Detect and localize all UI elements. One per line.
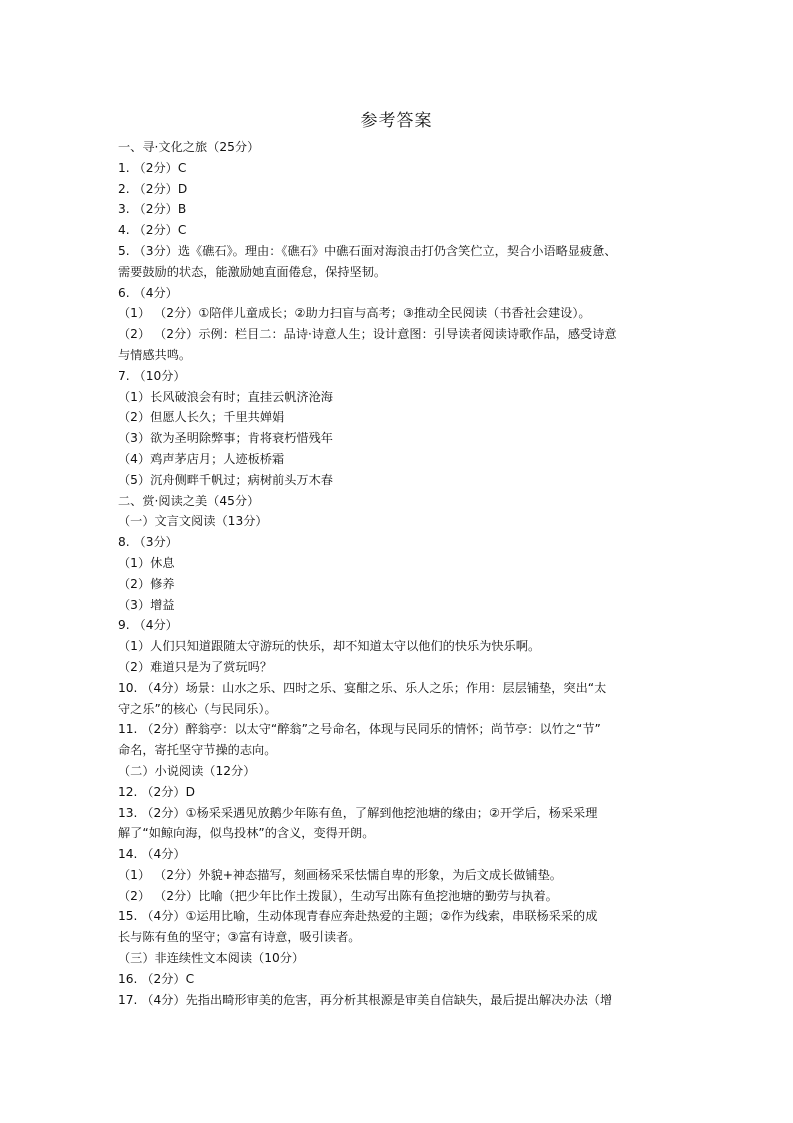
answer-line: 与情感共鸣。 [118, 347, 192, 362]
answer-line: 解了“如鲸向海，似鸟投林”的含义，变得开朗。 [118, 826, 375, 841]
answer-line: 3. （2分）B [118, 202, 187, 217]
answer-line: 5. （3分）选《礁石》。理由：《礁石》中礁石面对海浪击打仍含笑伫立，契合小语略显疲惫、 [118, 243, 617, 258]
answer-line: （二）小说阅读（12分） [118, 763, 256, 778]
answer-line: （2）但愿人长久；千里共婵娟 [118, 410, 285, 425]
answer-line: （1）长风破浪会有时；直挂云帆济沧海 [118, 389, 333, 404]
answer-line: （2） （2分）比喻（把少年比作土拨鼠），生动写出陈有鱼挖池塘的勤劳与执着。 [118, 888, 558, 903]
answer-line: 9. （4分） [118, 618, 178, 633]
answer-line: （1） （2分）①陪伴儿童成长；②助力扫盲与高考；③推动全民阅读（书香社会建设）。 [118, 306, 591, 321]
answer-line: 7. （10分） [118, 368, 186, 383]
answer-line: 4. （2分）C [118, 223, 187, 238]
answer-line: 14. （4分） [118, 847, 186, 862]
answer-line: （4）鸡声茅店月；人迹板桥霜 [118, 451, 285, 466]
answer-line: （1）休息 [118, 555, 175, 570]
answer-line: 长与陈有鱼的坚守；③富有诗意，吸引读者。 [118, 930, 361, 945]
answer-line: 17. （4分）先指出畸形审美的危害，再分析其根源是审美自信缺失，最后提出解决办法（增 [118, 992, 613, 1007]
answer-line: （3）增益 [118, 597, 175, 612]
answer-list [118, 137, 680, 1010]
answer-line: （2）修养 [118, 576, 175, 591]
answer-line: 6. （4分） [118, 285, 178, 300]
answer-line: 10. （4分）场景：山水之乐、四时之乐、宴酣之乐、乐人之乐；作用：层层铺垫，突出“太 [118, 680, 607, 695]
answer-line: （5）沉舟侧畔千帆过；病树前头万木春 [118, 472, 333, 487]
answer-line: 11. （2分）醉翁亭：以太守“醉翁”之号命名，体现与民同乐的情怀；尚节亭：以竹之“节” [118, 722, 601, 737]
answer-line: 15. （4分）①运用比喻，生动体现青春应奔赴热爱的主题；②作为线索，串联杨采采的成 [118, 909, 598, 924]
answer-line: （2） （2分）示例：栏目二：品诗·诗意人生；设计意图：引导读者阅读诗歌作品，感受诗意 [118, 327, 617, 342]
answer-line: 12. （2分）D [118, 784, 195, 799]
answer-line: 需要鼓励的状态，能激励她直面倦怠，保持坚韧。 [118, 264, 387, 279]
answer-line: 8. （3分） [118, 535, 178, 550]
answer-line: 一、寻·文化之旅（25分） [118, 140, 260, 154]
answer-line: （1） （2分）外貌+神态描写，刻画杨采采怯懦自卑的形象，为后文成长做铺垫。 [118, 867, 562, 882]
answer-line: 二、赏·阅读之美（45分） [118, 493, 260, 508]
answer-line: 1. （2分）C [118, 160, 187, 175]
answer-line: （1）人们只知道跟随太守游玩的快乐，却不知道太守以他们的快乐为快乐啊。 [118, 639, 541, 654]
answer-line: 命名，寄托坚守节操的志向。 [118, 743, 277, 758]
answer-line: （2）难道只是为了赏玩吗？ [118, 659, 273, 674]
answer-line: （三）非连续性文本阅读（10分） [118, 951, 305, 966]
answer-line: （一）文言文阅读（13分） [118, 514, 268, 529]
answer-line: 13. （2分）①杨采采遇见放鹅少年陈有鱼，了解到他挖池塘的缘由；②开学后，杨采采理 [118, 805, 598, 820]
answer-line: 2. （2分）D [118, 181, 188, 196]
answer-line: 16. （2分）C [118, 971, 195, 986]
answer-line: （3）欲为圣明除弊事；肯将衰朽惜残年 [118, 431, 333, 446]
page-title: 参考答案 [360, 111, 433, 131]
answer-line: 守之乐”的核心（与民同乐）。 [118, 701, 277, 716]
